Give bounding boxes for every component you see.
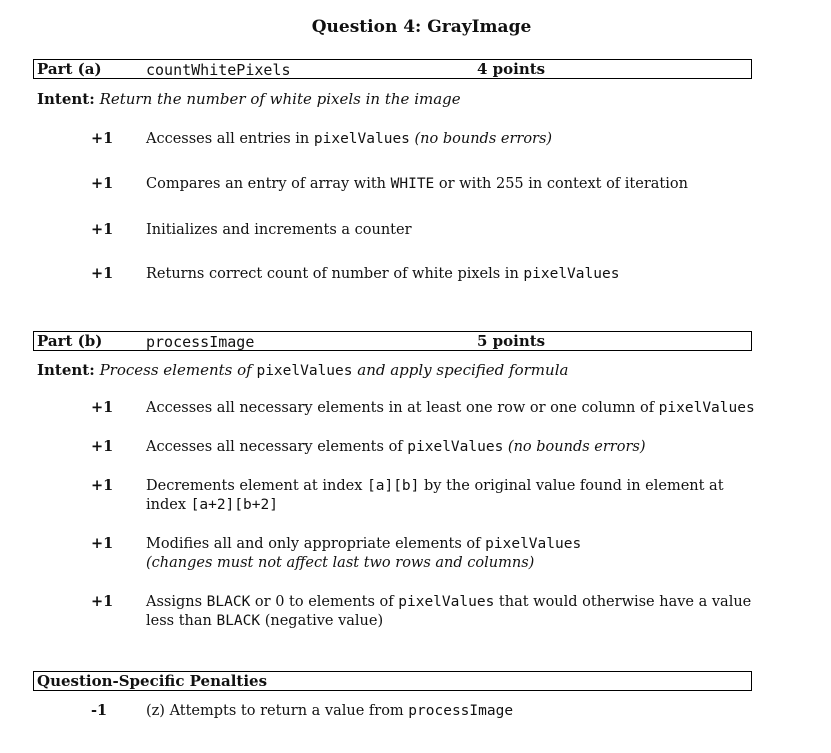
intent-text: Return the number of white pixels in the image [99, 90, 461, 108]
page-title: Question 4: GrayImage [311, 17, 532, 37]
rubric-text: Decrements element at index [a][b] by the original value found in element at index [a+2][b+2] [146, 478, 724, 513]
score: +1 [91, 593, 114, 610]
rubric-text: Modifies all and only appropriate elements of pixelValues (changes must not affect last two rows and columns) [146, 536, 582, 571]
score: +1 [91, 265, 114, 282]
rubric-text: Returns correct count of number of white pixels in pixelValues [146, 266, 620, 282]
score: +1 [91, 438, 114, 455]
penalty-text: (z) Attempts to return a value from processImage [146, 703, 514, 719]
rubric-text: Accesses all necessary elements of pixelValues (no bounds errors) [146, 439, 646, 455]
rubric-text: Compares an entry of array with WHITE or with 255 in context of iteration [146, 176, 688, 192]
part-a-header [33, 59, 752, 79]
score: +1 [91, 477, 114, 494]
part-b-method: processImage [146, 333, 255, 351]
score: +1 [91, 175, 114, 192]
intent-label: Intent: [37, 90, 95, 108]
part-a-points: 4 points [477, 60, 546, 78]
part-b-intent: Intent: Process elements of pixelValues and apply specified formula [37, 361, 569, 379]
penalties-header [33, 671, 752, 691]
rubric-text: Initializes and increments a counter [146, 222, 412, 238]
score: -1 [91, 702, 108, 719]
rubric-text: Assigns BLACK or 0 to elements of pixelValues that would otherwise have a value less than BLACK (negative value) [146, 594, 752, 629]
part-a-label: Part (a) [37, 60, 102, 78]
part-a-method: countWhitePixels [146, 61, 291, 79]
score: +1 [91, 221, 114, 238]
part-a-intent [37, 90, 461, 108]
rubric-text: Accesses all entries in pixelValues (no bounds errors) [146, 131, 553, 147]
rubric-text: Accesses all necessary elements in at least one row or one column of pixelValues [146, 400, 755, 416]
score: +1 [91, 535, 114, 552]
part-b-header [33, 331, 752, 351]
part-b-label: Part (b) [37, 332, 103, 350]
intent-label: Intent: [37, 361, 95, 379]
penalties-label: Question-Specific Penalties [37, 672, 268, 690]
score: +1 [91, 130, 114, 147]
score: +1 [91, 399, 114, 416]
part-b-points: 5 points [477, 332, 546, 350]
